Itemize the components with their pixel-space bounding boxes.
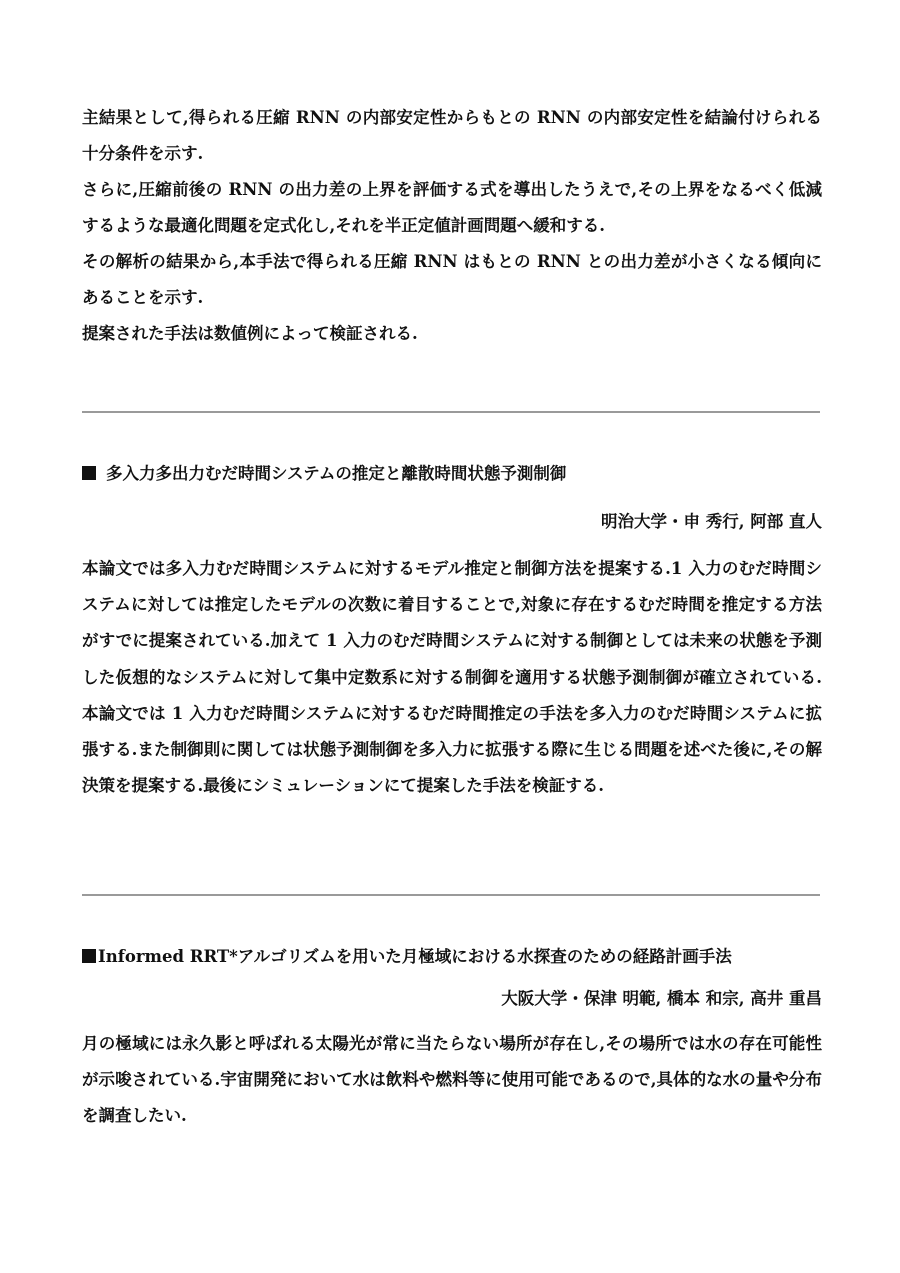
paragraph-analysis-result: その解析の結果から,本手法で得られる圧縮 RNN はもとの RNN との出力差が小さくなる傾向にあることを示す. bbox=[82, 252, 822, 307]
square-bullet-icon bbox=[82, 466, 96, 480]
article-informed-rrt bbox=[82, 945, 822, 1135]
paragraph-output-bound: さらに,圧縮前後の RNN の出力差の上界を評価する式を導出したうえで,その上界をなるべく低減するような最適化問題を定式化し,それを半正定値計画問題へ緩和する. bbox=[82, 180, 822, 235]
paragraph-main-result: 主結果として,得られる圧縮 RNN の内部安定性からもとの RNN の内部安定性を結論付けられる十分条件を示す. bbox=[82, 108, 822, 163]
article-title-text: 多入力多出力むだ時間システムの推定と離散時間状態予測制御 bbox=[106, 464, 567, 483]
paragraph-verification: 提案された手法は数値例によって検証される. bbox=[82, 324, 418, 343]
article-abstract: 本論文では多入力むだ時間システムに対するモデル推定と制御方法を提案する.1 入力のむだ時間システムに対しては推定したモデルの次数に着目することで,対象に存在するむだ時間を推定する方法がすでに提案されている.加えて 1 入力のむだ時間システムに対する制御としては未来の状態を予測した仮想的なシステムに対して集中定数系に対する制御を適用する状態予測制御が確立されている.本論文では 1 入力むだ時間システムに対するむだ時間推定の手法を多入力のむだ時間システムに拡張する.また制御則に関しては状態予測制御を多入力に拡張する際に生じる問題を述べた後に,その解決策を提案する.最後にシミュレーションにて提案した手法を検証する. bbox=[82, 559, 822, 796]
square-bullet-icon bbox=[82, 949, 96, 963]
section-divider bbox=[82, 411, 820, 413]
article-authors: 大阪大学・保津 明範, 橋本 和宗, 高井 重昌 bbox=[501, 989, 822, 1008]
article-abstract: 月の極域には永久影と呼ばれる太陽光が常に当たらない場所が存在し,その場所では水の存在可能性が示唆されている.宇宙開発において水は飲料や燃料等に使用可能であるので,具体的な水の量や分布を調査したい. bbox=[82, 1034, 822, 1126]
article-mimo-deadtime bbox=[82, 462, 822, 804]
article-title bbox=[82, 945, 822, 969]
article-title bbox=[82, 462, 822, 486]
top-section bbox=[82, 100, 822, 352]
article-authors: 明治大学・申 秀行, 阿部 直人 bbox=[601, 512, 822, 531]
article-title-text: Informed RRT*アルゴリズムを用いた月極域における水探査のための経路計画手法 bbox=[98, 947, 732, 966]
section-divider bbox=[82, 894, 820, 896]
